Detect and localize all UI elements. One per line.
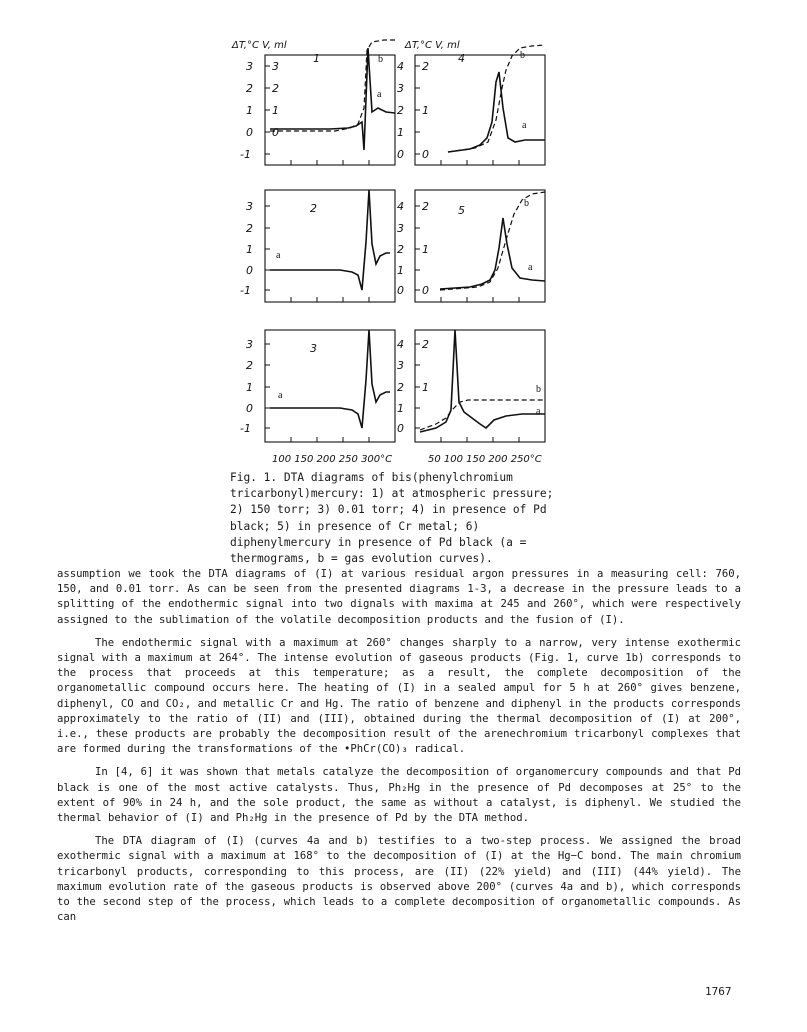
- panel-3-tick-left-2: 1: [246, 381, 253, 394]
- panel-2-tick-left-1: 2: [246, 222, 253, 235]
- dta-diagrams: [0, 0, 807, 470]
- panel-6-tick-left-1: 3: [397, 359, 404, 372]
- panel-1-tick-left-4: -1: [240, 148, 251, 161]
- panel-4-number: 4: [458, 52, 465, 65]
- panel-6-label-b: b: [536, 384, 541, 395]
- panel-1-tick-left-1: 2: [246, 82, 253, 95]
- panel-6-curve-a: [420, 330, 545, 432]
- header-left: ΔT,°C V, ml: [232, 40, 287, 51]
- panel-2-tick-left-4: -1: [240, 284, 251, 297]
- panel-2-label-a: a: [276, 250, 281, 261]
- panel-6-tick-left-0: 4: [397, 338, 404, 351]
- panel-4: [397, 45, 545, 165]
- panel-4-tick-left-0: 4: [397, 60, 404, 73]
- panel-1-label-a: a: [377, 89, 382, 100]
- panel-5-label-b: b: [524, 198, 529, 209]
- panel-4-tick-left-3: 1: [397, 126, 404, 139]
- panel-4-tick-left-1: 3: [397, 82, 404, 95]
- panel-1-tick-right-1: 2: [272, 82, 279, 95]
- page-number: 1767: [705, 985, 732, 998]
- panel-2-curve-a: [270, 190, 390, 290]
- panel-6-tick-left-2: 2: [397, 381, 404, 394]
- panel-1: [240, 40, 395, 165]
- panel-5: [397, 190, 545, 302]
- paragraph-3: In [4, 6] it was shown that metals catalyze the decomposition of organomercury compounds and that Pd black is one of the most active catalysts. Thus, Ph₂Hg in the presence of Pd decomposes at 25° to the extent of 90% in 24 h, and the sole product, the same as without a catalyst, is diphenyl. We studied the thermal behavior of (I) and Ph₂Hg in the presence of Pd by the DTA method.: [57, 766, 741, 825]
- panel-6-tick-left-3: 1: [397, 402, 404, 415]
- caption-text: Fig. 1. DTA diagrams of bis(phenylchromium tricarbonyl)mercury: 1) at atmospheric pressure; 2) 150 torr; 3) 0.01 torr; 4) in presence of Pd black; 5) in presence of Cr metal; 6) diphenylmercury in presence of Pd black (a = thermograms, b = gas evolution curves).: [230, 471, 554, 566]
- panel-5-tick-left-4: 0: [397, 284, 404, 297]
- panel-5-curve-a: [440, 218, 545, 289]
- panel-5-tick-left-1: 3: [397, 222, 404, 235]
- x-axis-right: 50 100 150 200 250°C: [428, 454, 542, 465]
- panel-4-curve-a: [448, 72, 545, 152]
- panel-3-label-a: a: [278, 390, 283, 401]
- panel-5-tick-right-0: 2: [422, 200, 429, 213]
- panel-4-label-b: b: [520, 50, 525, 61]
- panel-3-tick-left-4: -1: [240, 422, 251, 435]
- dta-figure: [0, 0, 807, 470]
- header-right: ΔT,°C V, ml: [405, 40, 460, 51]
- panel-4-tick-left-2: 2: [397, 104, 404, 117]
- x-axis-left: 100 150 200 250 300°C: [272, 454, 393, 465]
- panel-2-tick-left-3: 0: [246, 264, 253, 277]
- panel-5-tick-left-2: 2: [397, 243, 404, 256]
- panel-5-number: 5: [458, 204, 465, 217]
- panel-3-tick-left-0: 3: [246, 338, 253, 351]
- panel-6-tick-right-1: 1: [422, 381, 429, 394]
- panel-4-tick-right-0: 2: [422, 60, 429, 73]
- panel-5-tick-right-2: 0: [422, 284, 429, 297]
- figure-caption: [230, 470, 560, 567]
- panel-2: [240, 190, 395, 302]
- panel-2-number: 2: [310, 202, 317, 215]
- panel-2-tick-left-2: 1: [246, 243, 253, 256]
- panel-4-label-a: a: [522, 120, 527, 131]
- panel-4-tick-right-1: 1: [422, 104, 429, 117]
- paragraph-2: The endothermic signal with a maximum at 260° changes sharply to a narrow, very intense exothermic signal with a maximum at 264°. The intense evolution of gaseous products (Fig. 1, curve 1b) corresponds to the process that proceeds at this temperature; as a result, the complete decomposition of the organometallic compound occurs here. The heating of (I) in a sealed ampul for 5 h at 260° gives benzene, diphenyl, CO and CO₂, and metallic Cr and Hg. The ratio of benzene and diphenyl in the products corresponds approximately to the ratio of (II) and (III), obtained during the thermal decomposition of (I) at 200°, i.e., these products are probably the decomposition result of the arenechromium tricarbonyl complexes that are formed during the transformations of the •PhCr(CO)₃ radical.: [57, 636, 741, 756]
- panel-1-tick-right-0: 3: [272, 60, 279, 73]
- body-text: [57, 567, 741, 933]
- panel-1-tick-right-2: 1: [272, 104, 279, 117]
- panel-3-number: 3: [310, 342, 317, 355]
- panel-5-tick-left-0: 4: [397, 200, 404, 213]
- panel-1-label-b: b: [378, 54, 383, 65]
- panel-1-tick-left-0: 3: [246, 60, 253, 73]
- panel-6-tick-left-4: 0: [397, 422, 404, 435]
- panel-5-label-a: a: [528, 262, 533, 273]
- panel-6-tick-right-0: 2: [422, 338, 429, 351]
- panel-1-tick-left-3: 0: [246, 126, 253, 139]
- panel-2-tick-left-0: 3: [246, 200, 253, 213]
- panel-5-tick-left-3: 1: [397, 264, 404, 277]
- panel-3-curve-a: [270, 330, 390, 428]
- paragraph-4: The DTA diagram of (I) (curves 4a and b) testifies to a two-step process. We assigned the broad exothermic signal with a maximum at 168° to the decomposition of (I) at the Hg−C bond. The main chromium tricarbonyl products, corresponding to this process, are (II) (22% yield) and (III) (44% yield). The maximum evolution rate of the gaseous products is observed above 200° (curves 4a and b), which corresponds to the second step of the process, which leads to a complete decomposition of organometallic compounds. As can: [57, 835, 741, 924]
- panel-6-label-a: a: [536, 406, 541, 417]
- paragraph-1: assumption we took the DTA diagrams of (I) at various residual argon pressures in a measuring cell: 760, 150, and 0.01 torr. As can be seen from the presented diagrams 1-3, a decrease in the pressure leads to a splitting of the endothermic signal into two dignals with maxima at 245 and 260°, which were respectively assigned to the sublimation of the volatile decomposition products and the fusion of (I).: [57, 568, 741, 626]
- panel-3-tick-left-1: 2: [246, 359, 253, 372]
- panel-4-tick-right-2: 0: [422, 148, 429, 161]
- panel-1-tick-right-3: 0: [272, 126, 279, 139]
- panel-5-tick-right-1: 1: [422, 243, 429, 256]
- panel-1-tick-left-2: 1: [246, 104, 253, 117]
- panel-3-tick-left-3: 0: [246, 402, 253, 415]
- panel-4-tick-left-4: 0: [397, 148, 404, 161]
- panel-6: [397, 330, 545, 442]
- panel-1-curve-b: [270, 40, 395, 131]
- panel-1-number: 1: [313, 52, 320, 65]
- panel-3: [240, 330, 395, 442]
